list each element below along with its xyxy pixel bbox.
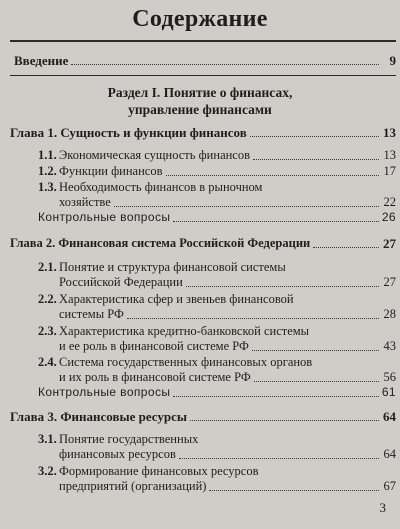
toc-item-first-line — [38, 432, 198, 447]
toc-item-continuation — [59, 447, 396, 462]
review-questions — [38, 385, 396, 400]
page-ref: 28 — [383, 307, 396, 321]
item-text-cont: хозяйстве — [59, 195, 111, 209]
item-text: Система государственных финансовых органов — [59, 355, 313, 369]
dot-leader — [173, 220, 378, 222]
item-text: Характеристика кредитно-банковской системы — [59, 324, 310, 338]
dot-leader — [313, 246, 379, 248]
dot-leader — [253, 158, 379, 160]
toc-item-continuation — [59, 339, 396, 354]
dot-leader — [252, 349, 379, 351]
toc-item-continuation — [59, 479, 396, 494]
chapter-heading — [10, 236, 396, 251]
item-number: 1.2. — [38, 164, 57, 178]
page-ref: 13 — [383, 125, 396, 140]
toc-item-first-line — [38, 180, 262, 195]
page-ref: 27 — [383, 236, 396, 251]
item-text: Понятие и структура финансовой системы — [59, 260, 286, 274]
toc-item-first-line — [38, 324, 309, 339]
dot-leader — [71, 63, 379, 65]
page-ref: 22 — [383, 195, 396, 209]
chapter-label: Глава 2. Финансовая система Российской Федерации — [10, 236, 311, 250]
item-text-cont: и ее роль в финансовой системе РФ — [59, 339, 249, 353]
dot-leader — [186, 285, 379, 287]
chapter-label: Глава 1. Сущность и функции финансов — [10, 125, 247, 140]
item-text: Понятие государственных — [59, 432, 199, 446]
dot-leader — [190, 419, 379, 421]
section-heading — [0, 84, 400, 118]
section-rule — [10, 75, 396, 76]
item-text: Формирование финансовых ресурсов — [59, 464, 259, 478]
item-text: Экономическая сущность финансов — [59, 148, 251, 162]
page-title: Содержание — [132, 6, 268, 32]
chapter-heading — [10, 125, 396, 140]
section-line-1: Раздел I. Понятие о финансах, — [107, 85, 293, 100]
item-number: 2.4. — [38, 355, 57, 369]
chapter-label: Глава 3. Финансовые ресурсы — [10, 409, 188, 424]
section-line-2: управление финансами — [128, 102, 272, 117]
item-number: 2.1. — [38, 260, 57, 274]
toc-item — [38, 164, 396, 179]
item-text-cont: системы РФ — [59, 307, 124, 321]
item-number: 1.3. — [38, 180, 57, 194]
entry-label: Введение — [14, 53, 69, 68]
item-text-cont: Российской Федерации — [59, 275, 183, 289]
chapter-heading — [10, 409, 396, 424]
item-number: 2.2. — [38, 292, 57, 306]
review-label: Контрольные вопросы — [38, 210, 171, 224]
toc-item — [38, 148, 396, 163]
toc-item-continuation — [59, 307, 396, 322]
toc-item-continuation — [59, 275, 396, 290]
page-ref: 56 — [383, 370, 396, 384]
dot-leader — [127, 317, 379, 319]
item-number: 1.1. — [38, 148, 57, 162]
dot-leader — [173, 395, 378, 397]
item-text: Функции финансов — [59, 164, 163, 178]
toc-item-continuation — [59, 195, 396, 210]
toc-item-continuation — [59, 370, 396, 385]
title-rule — [10, 40, 396, 42]
toc-item-first-line — [38, 292, 294, 307]
item-text-cont: финансовых ресурсов — [59, 447, 176, 461]
item-number: 3.1. — [38, 432, 57, 446]
item-text: Необходимость финансов в рыночном — [59, 180, 263, 194]
item-text-cont: предприятий (организаций) — [59, 479, 207, 493]
page-ref: 67 — [383, 479, 396, 493]
item-text: Характеристика сфер и звеньев финансовой — [59, 292, 294, 306]
page-ref: 13 — [383, 148, 396, 162]
item-text-cont: и их роль в финансовой системе РФ — [59, 370, 251, 384]
dot-leader — [250, 135, 379, 137]
page-ref: 17 — [383, 164, 396, 178]
page-ref: 43 — [383, 339, 396, 353]
page-ref: 27 — [383, 275, 396, 289]
dot-leader — [114, 205, 379, 207]
item-number: 2.3. — [38, 324, 57, 338]
page-ref: 64 — [383, 409, 396, 424]
dot-leader — [166, 174, 380, 176]
toc-item-first-line — [38, 260, 286, 275]
toc-item-first-line — [38, 355, 312, 370]
page-ref: 26 — [381, 210, 396, 224]
page-number: 3 — [379, 500, 386, 515]
item-number: 3.2. — [38, 464, 57, 478]
page-ref: 64 — [383, 447, 396, 461]
page-ref: 61 — [381, 385, 396, 399]
dot-leader — [209, 489, 379, 491]
review-label: Контрольные вопросы — [38, 385, 171, 399]
toc-item-first-line — [38, 464, 259, 479]
page-ref: 9 — [389, 53, 396, 68]
dot-leader — [254, 380, 379, 382]
review-questions — [38, 210, 396, 225]
dot-leader — [179, 457, 379, 459]
toc-entry-intro — [14, 53, 396, 68]
